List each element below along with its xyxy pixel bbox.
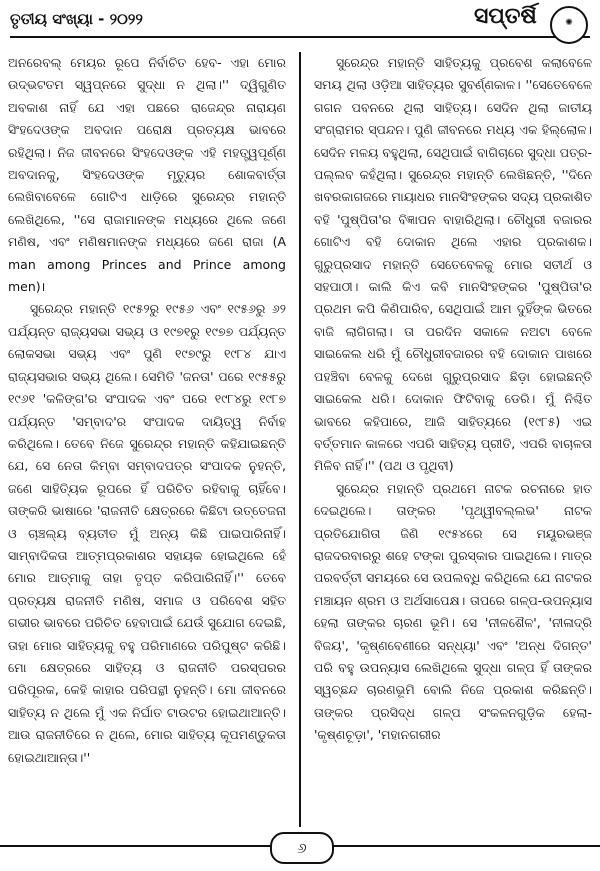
right-column [314, 52, 592, 747]
page-number: ୬ [270, 832, 334, 864]
left-paragraph-1: ଅନରେବଲ୍ ମେୟର ରୂପେ ନିର୍ବାଚିତ ହେବ- ଏହା ମୋର ଉଦ୍ଭଟତମ ସ୍ୱପ୍ନରେ ସୁଦ୍ଧା ନ ଥିଲା।'' ଦ୍ୱିଗୁଣିତ ଅବକାଶ ନାହିଁ ଯେ ଏହା ପଛରେ ରାଜେନ୍ଦ୍ର ନାରାୟଣ ସିଂହଦେଓଙ୍କ ଅବଦାନ ପରୋକ୍ଷ ପ୍ରତ୍ୟକ୍ଷ ଭାବରେ ରହିଥିଲା। ନିଜ ଜୀବନରେ ସିଂହଦେଓଙ୍କ ଏହି ମହତ୍ତ୍ୱପୂର୍ଣ୍ଣ ଅବଦାନକୁ, ସିଂହଦେଓଙ୍କ ମୃତ୍ୟୁର ଶୋକବାର୍ତ୍ତା ଲେଖିବାବେଳେ ଗୋଟିଏ ଧାଡ଼ିରେ ସୁରେନ୍ଦ୍ର ମହାନ୍ତି ଲେଖିଥିଲେ, ''ସେ ରାଜାମାନଙ୍କ ମଧ୍ୟରେ ଥିଲେ ଜଣେ ମଣିଷ, ଏବଂ ମଣିଷମାନଙ୍କ ମଧ୍ୟରେ ଜଣେ ରାଜା (A man among Princes and Prince among men)। [8, 55, 286, 295]
university-logo-icon: ✺ [550, 6, 588, 44]
header-rule [10, 36, 590, 38]
issue-label: ତୃତୀୟ ସଂଖ୍ୟା - ୨୦୨୨ [10, 10, 143, 28]
page-header [10, 6, 590, 46]
right-paragraph-2: ସୁରେନ୍ଦ୍ର ମହାନ୍ତି ପ୍ରଥମେ ନାଟକ ରଚନାରେ ହାତ ଦେଇଥିଲେ। ତାଙ୍କର 'ପୃଥ୍ୱୀବଲ୍ଲଭ' ନାଟକ ପ୍ରତିଯୋଗିତା ଜିଣି ୧୯୫୪ରେ ସେ ମୟୂରଭଞ୍ଜ ରାଜଦରବାରରୁ ଶହେ ଟଙ୍କା ପୁରସ୍କାର ପାଇଥିଲେ। ମାତ୍ର ପରବର୍ତ୍ତୀ ସମୟରେ ସେ ଉପଲବ୍ଧି କରିଥିଲେ ଯେ ନାଟକର ମଞ୍ଚାୟନ ଶ୍ରମ ଓ ଅର୍ଥସାପେକ୍ଷ। ତାପରେ ଗଳ୍ପ-ଉପନ୍ୟାସ ହେଲା ତାଙ୍କର ଚାରଣ ଭୂମି। ସେ 'ନୀଳଶୈଳ', 'ନୀଳାଦ୍ରି ବିଜୟ', 'କୃଷ୍ଣବେଣୀରେ ସନ୍ଧ୍ୟା' ଏବଂ 'ଅନ୍ଧ ଦିଗନ୍ତ' ପରି ବହୁ ଉପନ୍ୟାସ ଲେଖିଥିଲେ ସୁଦ୍ଧା ଗଳ୍ପ ହିଁ ତାଙ୍କର ସ୍ୱଚ୍ଛନ୍ଦ ଚାରଣଭୂମି ବୋଲି ନିଜେ ପ୍ରକାଶ କରିଛନ୍ତି। ତାଙ୍କର ପ୍ରସିଦ୍ଧ ଗଳ୍ପ ସଂକଳନଗୁଡ଼ିକ ହେଲା- 'କୃଷ୍ଣଚୂଡ଼ା', 'ମହାନଗରୀର [314, 480, 592, 743]
right-paragraph-1: ସୁରେନ୍ଦ୍ର ମହାନ୍ତି ସାହିତ୍ୟକୁ ପ୍ରବେଶ କଲାବେଳେ ସମୟ ଥିଲା ଓଡ଼ିଆ ସାହିତ୍ୟର ସୁବର୍ଣ୍ଣକାଳ। ''ସେତେବେଳେ ଗଗନ ପବନରେ ଥିଲା ସାହିତ୍ୟ। ସେଦିନ ଥିଲା ଜାତୀୟ ସଂଗ୍ରାମର ସ୍ପନ୍ଦନ। ପୁଣି ଜୀବନରେ ମଧ୍ୟ ଏକ ହିଲ୍ଲୋଳ। ସେଦିନ ମଳୟ ବହୁଥିଲା, ସେଥିପାଇଁ ବାଗିଚାରେ ସୁଦ୍ଧା ପତ୍ର-ପଲ୍ଲବ କହଁଥିଲା। ସୁରେନ୍ଦ୍ର ମହାନ୍ତି ଲେଖିଛନ୍ତି, ''ଦିନେ ଖବରକାଗଜରେ ମାୟାଧର ମାନସିଂହଙ୍କର ସଦ୍ୟ ପ୍ରକାଶିତ ବହି 'ପୁଷ୍ପିତା'ର ବିଜ୍ଞାପନ ବାହାରିଥିଲା। ଚୌଧୁରୀ ବଜାରର ଗୋଟିଏ ବହି ଦୋକାନ ଥିଲେ ଏହାର ପ୍ରକାଶକ। ଗୁରୁପ୍ରସାଦ ମହାନ୍ତି ସେତେବେଳକୁ ମୋର ସତୀର୍ଥ ଓ ସହପାଠୀ। କାଲି କିଏ କବି ମାନସିଂହଙ୍କର 'ପୁଷ୍ପିତା'ର ପ୍ରଥମ କପି କିଣିପାରିବ, ସେଥିପାଇଁ ଆମ ଦୁହିଁଙ୍କ ଭିତରେ ବାଜି ଲାଗିଗଲା। ତା ପରଦିନ ସକାଳେ ନଅଟା ବେଳେ ସାଇକେଲ ଧରି ମୁଁ ଚୌଧୁରୀବଜାରର ବହି ଦୋକାନ ପାଖରେ ପହଞ୍ଚିବା ବେଳକୁ ଦେଖେ ଗୁରୁପ୍ରସାଦ ଛିଡ଼ା ହୋଇଛନ୍ତି ସାଇକେଲ ଧରି। ଦୋକାନ ଫିଟିବାକୁ ଡେରି। ମୁଁ ନିଶ୍ଚିତ ଭାବରେ କହିପାରେ, ଆଜି ସାହିତ୍ୟରେ (୧୯୮୫) ଏଇ ବର୍ତ୍ତମାନ କାଳରେ ଏପରି ସାହିତ୍ୟ ପ୍ରୀତି, ଏପରି ବାଚାଳତା ମିଳିବ ନାହିଁ।'' (ପଥ ଓ ପୃଥିବୀ) [314, 55, 592, 474]
column-divider [299, 52, 301, 827]
magazine-title: ସପ୍ତର୍ଷି [470, 4, 541, 29]
left-column [8, 52, 286, 769]
left-paragraph-2: ସୁରେନ୍ଦ୍ର ମହାନ୍ତି ୧୯୫୨ରୁ ୧୯୫୬ ଏବଂ ୧୯୫୬ରୁ ୬୨ ପର୍ଯ୍ୟନ୍ତ ରାଜ୍ୟସଭା ସଭ୍ୟ ଓ ୧୯୭୧ରୁ ୧୯୭୭ ପର୍ଯ୍ୟନ୍ତ ଲୋକସଭା ସଭ୍ୟ ଏବଂ ପୁଣି ୧୯୭୯ରୁ ୧୯୮୪ ଯାଏ ରାଜ୍ୟସଭାର ସଭ୍ୟ ଥିଲେ। ସେମିତି 'ଜନତା' ପରେ ୧୯୫୫ରୁ ୧୯୬୧ 'କଳିଙ୍ଗ'ର ସଂପାଦକ ଏବଂ ପରେ ୧୯୮୪ରୁ ୧୯୮୭ ପର୍ଯ୍ୟନ୍ତ 'ସମ୍ବାଦ'ର ସଂପାଦକ ଦାୟିତ୍ୱ ନିର୍ବାହ କରିଥିଲେ। ତେବେ ନିଜେ ସୁରେନ୍ଦ୍ର ମହାନ୍ତି କହିଯାଇଛନ୍ତି ଯେ, ସେ ନେତା କିମ୍ବା ସମ୍ବାଦପତ୍ର ସଂପାଦକ ନୁହନ୍ତି, ଜଣେ ସାହିତ୍ୟିକ ରୂପରେ ହିଁ ପରିଚିତ ରହିବାକୁ ଚାହିଁବେ। ତାଙ୍କରି ଭାଷାରେ 'ରାଜନୀତି କ୍ଷେତ୍ରରେ କିଛିଟା ଉତ୍ତେଜନା ଓ ଚାଞ୍ଚଲ୍ୟ ବ୍ୟତୀତ ମୁଁ ଅନ୍ୟ କିଛି ପାଇପାରିନାହିଁ। ସାମ୍ବାଦିକତା ଆତ୍ମପ୍ରକାଶର ସହାୟକ ହୋଇଥିଲେ ହେଁ ମୋର ଆତ୍ମାକୁ ତାହା ତୃପ୍ତ କରିପାରିନାହିଁ।'' ତେବେ ପ୍ରତ୍ୟକ୍ଷ ରାଜନୀତି ମଣିଷ, ସମାଜ ଓ ପରିବେଶ ସହିତ ଗଭୀର ଭାବରେ ପରିଚିତ ହେବାପାଇଁ ଯେଉଁ ସୁଯୋଗ ଦେଇଛି, ତାହା ମୋର ସାହିତ୍ୟକୁ ବହୁ ପରିମାଣରେ ପରିପୁଷ୍ଟ କରିଛି। ମୋ କ୍ଷେତ୍ରରେ ସାହିତ୍ୟ ଓ ରାଜନୀତି ପରସ୍ପରର ପରିପୂରକ, କେହି କାହାର ପରିପନ୍ଥୀ ନୁହନ୍ତି। ମୋ ଜୀବନରେ ସାହିତ୍ୟ ନ ଥିଲେ ମୁଁ ଏକ ନିର୍ଘାତ ଟାଉଟର ହୋଇଥାଆନ୍ତି। ଆଉ ରାଜନୀତିରେ ନ ଥିଲେ, ମୋର ସାହିତ୍ୟ କୂପମଣ୍ଡୁକତା ହୋଇଥାଆନ୍ତା।'' [8, 301, 286, 765]
